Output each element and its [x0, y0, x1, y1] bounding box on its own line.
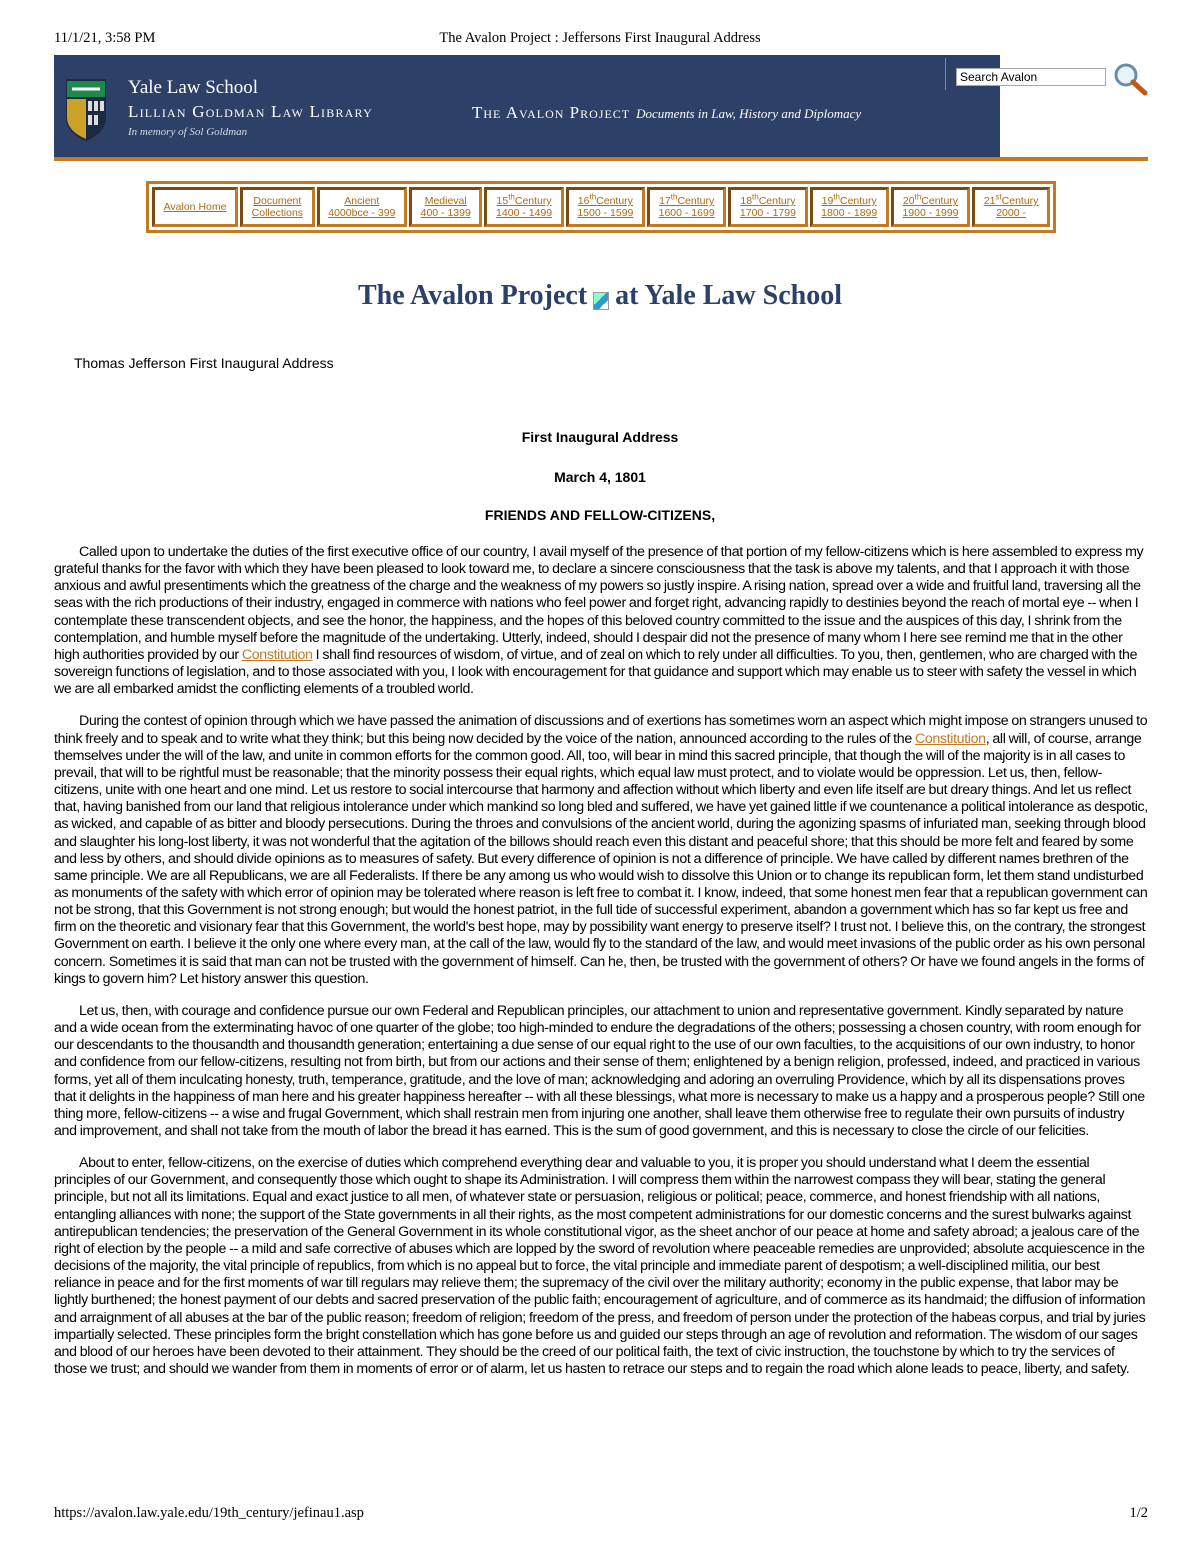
- century-number: 17: [659, 195, 671, 207]
- nav-label-line2: 1500 - 1599: [577, 207, 634, 219]
- memorial-text: In memory of Sol Goldman: [128, 126, 248, 138]
- nav-link[interactable]: [647, 187, 726, 227]
- nav-label-line1: Medieval: [424, 195, 467, 207]
- document-date: March 4, 1801: [554, 469, 646, 485]
- nav-link[interactable]: [891, 187, 970, 227]
- school-name: Yale Law School: [128, 77, 259, 98]
- nav-label-line1: Document: [253, 195, 302, 207]
- nav-link-label: [496, 192, 552, 207]
- nav-label-line2: 4000bce - 399: [328, 207, 396, 219]
- nav-link-label: [344, 195, 379, 207]
- nav-label-line2: 1800 - 1899: [821, 207, 878, 219]
- divider: [945, 58, 946, 90]
- nav-link-label: [821, 192, 877, 207]
- century-suffix: th: [833, 192, 840, 202]
- nav-label-line2: 400 - 1399: [420, 207, 471, 219]
- nav-label-line2: 1600 - 1699: [658, 207, 715, 219]
- nav-link[interactable]: [728, 187, 807, 227]
- header-rule: [54, 157, 1148, 161]
- century-suffix: st: [995, 192, 1002, 202]
- nav-link[interactable]: [152, 187, 238, 227]
- nav-label-line1: Century: [677, 195, 715, 207]
- nav-label-line2: 1700 - 1799: [739, 207, 796, 219]
- century-number: 21: [983, 195, 996, 207]
- century-suffix: th: [914, 192, 922, 202]
- print-page-title: The Avalon Project : Jeffersons First Inaugural Address: [439, 30, 761, 46]
- century-number: 20: [902, 195, 915, 207]
- library-name: Lillian Goldman Law Library: [128, 102, 373, 121]
- nav-link-label: [902, 192, 959, 207]
- nav-label-line2: Collections: [251, 207, 304, 219]
- title-right: at Yale Law School: [615, 280, 842, 311]
- paragraph: Let us, then, with courage and confidence pursue our own Federal and Republican principles, our attachment to union and representative government. Kindly separated by nature and a wide ocean from the exterminating havoc of one quarter of the globe; too high-minded to endure the degradations of the others; possessing a chosen country, with room enough for our descendants to the thousandth and thousandth generation; entertaining a due sense of our equal right to the use of our own faculties, to the acquisitions of our own industry, to honor and confidence from our fellow-citizens, resulting not from birth, but from our actions and their sense of them; enlightened by a benign religion, professed, indeed, and practiced in various forms, yet all of them inculcating honesty, truth, temperance, gratitude, and the love of man; acknowledging and adoring an overruling Providence, which by all its dispensations proves that it delights in the happiness of man here and his greater happiness hereafter -- with all these blessings, what more is necessary to make us a happy and a prosperous people? Still one thing more, fellow-citizens -- a wise and frugal Government, which shall restrain men from injuring one another, shall leave them otherwise free to regulate their own pursuits of industry and improvement, and shall not take from the mouth of labor the bread it has earned. This is the sum of good government, and this is necessary to close the circle of our felicities.: [54, 1002, 1145, 1139]
- document-body: [54, 544, 1148, 1393]
- nav-label-line2: 1400 - 1499: [496, 207, 553, 219]
- nav-link[interactable]: [317, 187, 407, 227]
- century-suffix: th: [752, 192, 759, 202]
- nav-link-label: [577, 192, 633, 207]
- print-page-number: 1/2: [1129, 1505, 1148, 1521]
- nav-link-label: [253, 195, 301, 207]
- project-name: [472, 103, 861, 123]
- paragraph-text: Called upon to undertake the duties of the first executive office of our country, I avail myself of the presence of that portion of my fellow-citizens which is here assembled to express my grateful thanks for the favor with which they have been pleased to look toward me, to declare a sincere consciousness that the task is above my talents, and that I approach it with those anxious and awful presentiments which the greatness of the charge and the weakness of my powers so justly inspire. A rising nation, spread over a wide and fruitful land, traversing all the seas with the rich productions of their industry, engaged in commerce with nations who feel power and forget right, advancing rapidly to destinies beyond the reach of mortal eye -- when I contemplate these transcendent objects, and see the honor, the happiness, and the hopes of this beloved country committed to the issue and the auspices of this day, I shrink from the contemplation, and humble myself before the magnitude of the undertaking. Utterly, indeed, should I despair did not the presence of many whom I here see remind me that in the other high authorities provided by our: [54, 544, 1144, 663]
- nav-link-label: [659, 192, 715, 207]
- nav-link-label: [164, 201, 227, 213]
- century-number: 19: [821, 195, 834, 207]
- project-label: The Avalon Project: [472, 103, 631, 122]
- century-suffix: th: [589, 192, 597, 202]
- search-input[interactable]: [956, 68, 1106, 86]
- magnifier-search-icon[interactable]: [1112, 62, 1148, 96]
- constitution-link[interactable]: Constitution: [241, 646, 313, 663]
- title-left: The Avalon Project: [357, 280, 588, 311]
- nav-label-line1: Ancient: [344, 195, 380, 207]
- nav-label-line1: Century: [840, 195, 877, 207]
- salutation: FRIENDS AND FELLOW-CITIZENS,: [484, 507, 716, 523]
- nav-link-label: [425, 195, 467, 207]
- print-url: https://avalon.law.yale.edu/19th_century/jefinau1.asp: [54, 1505, 364, 1521]
- century-suffix: th: [508, 192, 515, 202]
- print-datetime: 11/1/21, 3:58 PM: [54, 30, 156, 46]
- yale-shield-icon: [66, 79, 106, 141]
- nav-link-label: [740, 192, 796, 207]
- paragraph: [54, 713, 1148, 988]
- nav-label-line1: Century: [1001, 195, 1039, 207]
- nav-link-label: [983, 192, 1039, 207]
- nav-label-line1: Century: [596, 195, 633, 207]
- constitution-link[interactable]: Constitution: [914, 730, 986, 747]
- nav-link[interactable]: [409, 187, 482, 227]
- century-number: 15: [496, 195, 509, 207]
- paragraph-text: During the contest of opinion through which we have passed the animation of discussions and of exertions has sometimes worn an aspect which might impose on strangers unused to think freely and to speak and to write what they think; but this being now decided by the voice of the nation, announced according to the rules of the: [54, 713, 1148, 747]
- century-number: 16: [577, 195, 590, 207]
- paragraph-text: I shall find resources of wisdom, of virtue, and of zeal on which to rely under all difficulties. To you, then, gentlemen, who are charged with the sovereign functions of legislation, and to those associated with you, I look with encouragement for that guidance and support which may enable us to steer with safety the vessel in which we are all embarked amidst the conflicting elements of a troubled world.: [54, 646, 1138, 698]
- nav-label-line1: Century: [514, 195, 552, 207]
- nav-label-line1: Century: [921, 195, 959, 207]
- page-title: [0, 280, 1200, 312]
- nav-label-line1: Avalon Home: [163, 201, 227, 213]
- nav-label-line1: Century: [758, 195, 796, 207]
- site-banner: [54, 55, 1000, 157]
- project-subtitle: Documents in Law, History and Diplomacy: [636, 106, 862, 121]
- nav-label-line2: 1900 - 1999: [902, 207, 959, 219]
- document-heading: First Inaugural Address: [521, 429, 679, 445]
- document-subtitle: Thomas Jefferson First Inaugural Address: [74, 355, 334, 371]
- paragraph: [54, 544, 1148, 698]
- nav-link[interactable]: [972, 187, 1050, 227]
- nav-link[interactable]: [240, 187, 315, 227]
- nav-link[interactable]: [484, 187, 563, 227]
- era-navigation: [146, 181, 1056, 233]
- nav-link[interactable]: [566, 187, 645, 227]
- century-suffix: th: [670, 192, 678, 202]
- paragraph-text: , all will, of course, arrange themselves under the will of the law, and unite in common efforts for the common good. All, too, will bear in mind this sacred principle, that though the will of the majority is in all cases to prevail, that will to be rightful must be reasonable; that the minority possess their equal rights, which equal law must protect, and to violate would be oppression. Let us, then, fellow-citizens, unite with one heart and one mind. Let us restore to social intercourse that harmony and affection without which liberty and even life itself are but dreary things. And let us reflect that, having banished from our land that religious intolerance under which mankind so long bled and suffered, we have yet gained little if we countenance a political intolerance as despotic, as wicked, and capable of as bitter and bloody persecutions. During the throes and convulsions of the ancient world, during the agonizing spasms of infuriated man, seeking through blood and slaughter his long-lost liberty, it was not wonderful that the agitation of the billows should reach even this distant and peaceful shore; that this should be more felt and feared by some and less by others, and should divide opinions as to measures of safety. But every difference of opinion is not a difference of principle. We have called by different names brethren of the same principle. We are all Republicans, we are all Federalists. If there be any among us who would wish to dissolve this Union or to change its republican form, let them stand undisturbed as monuments of the safety with which error of opinion may be tolerated where reason is left free to combat it. I know, indeed, that some honest men fear that a republican government can not be strong, that this Government is not strong enough; but would the honest patriot, in the full tide of successful experiment, abandon a government which has so far kept us free and firm on the theoretic and visionary fear that this Government, the world's best hope, may by possibility want energy to preserve itself? I trust not. I believe this, on the contrary, the strongest Government on earth. I believe it the only one where every man, at the call of the law, would fly to the standard of the law, and would meet invasions of the public order as his own personal concern. Sometimes it is said that man can not be trusted with the government of himself. Can he, then, be trusted with the government of others? Or have we found angels in the forms of kings to govern him? Let history answer this question.: [54, 730, 1148, 987]
- broken-image-icon: [593, 292, 609, 310]
- nav-link[interactable]: [810, 187, 889, 227]
- nav-label-line2: 2000 -: [996, 207, 1026, 219]
- paragraph: About to enter, fellow-citizens, on the exercise of duties which comprehend everything dear and valuable to you, it is proper you should understand what I deem the essential principles of our Government, and consequently those which ought to shape its Administration. I will compress them within the narrowest compass they will bear, stating the general principle, but not all its limitations. Equal and exact justice to all men, of whatever state or persuasion, religious or political; peace, commerce, and honest friendship with all nations, entangling alliances with none; the support of the State governments in all their rights, as the most competent administrations for our domestic concerns and the surest bulwarks against antirepublican tendencies; the preservation of the General Government in its whole constitutional vigor, as the sheet anchor of our peace at home and safety abroad; a jealous care of the right of election by the people -- a mild and safe corrective of abuses which are lopped by the sword of revolution where peaceable remedies are unprovided; absolute acquiescence in the decisions of the majority, the vital principle of republics, from which is no appeal but to force, the vital principle and immediate parent of despotism; a well-disciplined militia, our best reliance in peace and for the first moments of war till regulars may relieve them; the supremacy of the civil over the military authority; economy in the public expense, that labor may be lightly burthened; the honest payment of our debts and sacred preservation of the public faith; encouragement of agriculture, and of commerce as its handmaid; the diffusion of information and arraignment of all abuses at the bar of the public reason; freedom of religion; freedom of the press, and freedom of person under the protection of the habeas corpus, and trial by juries impartially selected. These principles form the bright constellation which has gone before us and guided our steps through an age of revolution and reformation. The wisdom of our sages and blood of our heroes have been devoted to their attainment. They should be the creed of our political faith, the text of civic instruction, the touchstone by which to try the services of those we trust; and should we wander from them in moments of error or of alarm, let us hasten to retrace our steps and to regain the road which alone leads to peace, liberty, and safety.: [54, 1155, 1146, 1378]
- century-number: 18: [740, 195, 753, 207]
